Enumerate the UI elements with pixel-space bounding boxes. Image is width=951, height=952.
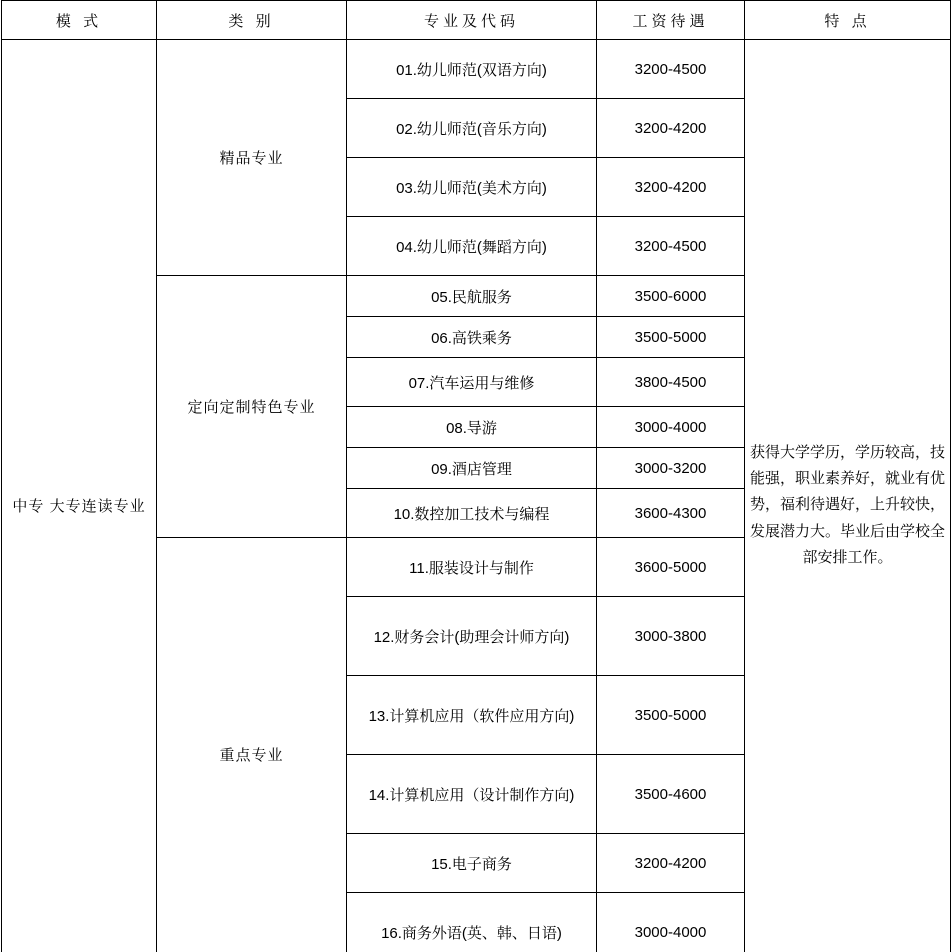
feature-cell: [745, 40, 951, 952]
major-cell: 14.计算机应用（设计制作方向): [347, 755, 597, 834]
column-header-salary: 工资待遇: [597, 1, 745, 40]
column-header-feature: 特 点: [745, 1, 951, 40]
major-cell: 15.电子商务: [347, 834, 597, 893]
column-header-major: 专业及代码: [347, 1, 597, 40]
table-row: [2, 40, 951, 99]
major-cell: 10.数控加工技术与编程: [347, 489, 597, 538]
category-cell-key: 重点专业: [157, 538, 347, 952]
major-cell: 12.财务会计(助理会计师方向): [347, 597, 597, 676]
salary-cell: 3600-4300: [597, 489, 745, 538]
salary-cell: 3500-5000: [597, 676, 745, 755]
majors-table: [1, 0, 951, 952]
major-cell: 08.导游: [347, 407, 597, 448]
salary-cell: 3200-4200: [597, 99, 745, 158]
mode-cell: 中专 大专连读专业: [2, 40, 157, 952]
salary-cell: 3200-4200: [597, 834, 745, 893]
salary-cell: 3500-4600: [597, 755, 745, 834]
table-header-row: [2, 1, 951, 40]
salary-cell: 3200-4200: [597, 158, 745, 217]
salary-cell: 3600-5000: [597, 538, 745, 597]
salary-cell: 3000-3200: [597, 448, 745, 489]
major-cell: 16.商务外语(英、韩、日语): [347, 893, 597, 952]
salary-cell: 3000-3800: [597, 597, 745, 676]
major-cell: 11.服装设计与制作: [347, 538, 597, 597]
salary-cell: 3800-4500: [597, 358, 745, 407]
major-cell: 09.酒店管理: [347, 448, 597, 489]
major-cell: 03.幼儿师范(美术方向): [347, 158, 597, 217]
salary-cell: 3200-4500: [597, 217, 745, 276]
salary-cell: 3500-6000: [597, 276, 745, 317]
feature-text: 获得大学学历，学历较高，技能强，职业素养好，就业有优势，福利待遇好，上升较快，发展潜力大。毕业后由学校全部安排工作。: [749, 443, 945, 566]
category-cell-premium: 精品专业: [157, 40, 347, 276]
column-header-mode: 模 式: [2, 1, 157, 40]
major-cell: 05.民航服务: [347, 276, 597, 317]
category-cell-custom: 定向定制特色专业: [157, 276, 347, 538]
salary-cell: 3000-4000: [597, 407, 745, 448]
salary-cell: 3000-4000: [597, 893, 745, 952]
major-cell: 02.幼儿师范(音乐方向): [347, 99, 597, 158]
major-cell: 13.计算机应用（软件应用方向): [347, 676, 597, 755]
major-cell: 04.幼儿师范(舞蹈方向): [347, 217, 597, 276]
column-header-category: 类 别: [157, 1, 347, 40]
major-cell: 07.汽车运用与维修: [347, 358, 597, 407]
salary-cell: 3200-4500: [597, 40, 745, 99]
major-cell: 01.幼儿师范(双语方向): [347, 40, 597, 99]
major-cell: 06.高铁乘务: [347, 317, 597, 358]
salary-cell: 3500-5000: [597, 317, 745, 358]
